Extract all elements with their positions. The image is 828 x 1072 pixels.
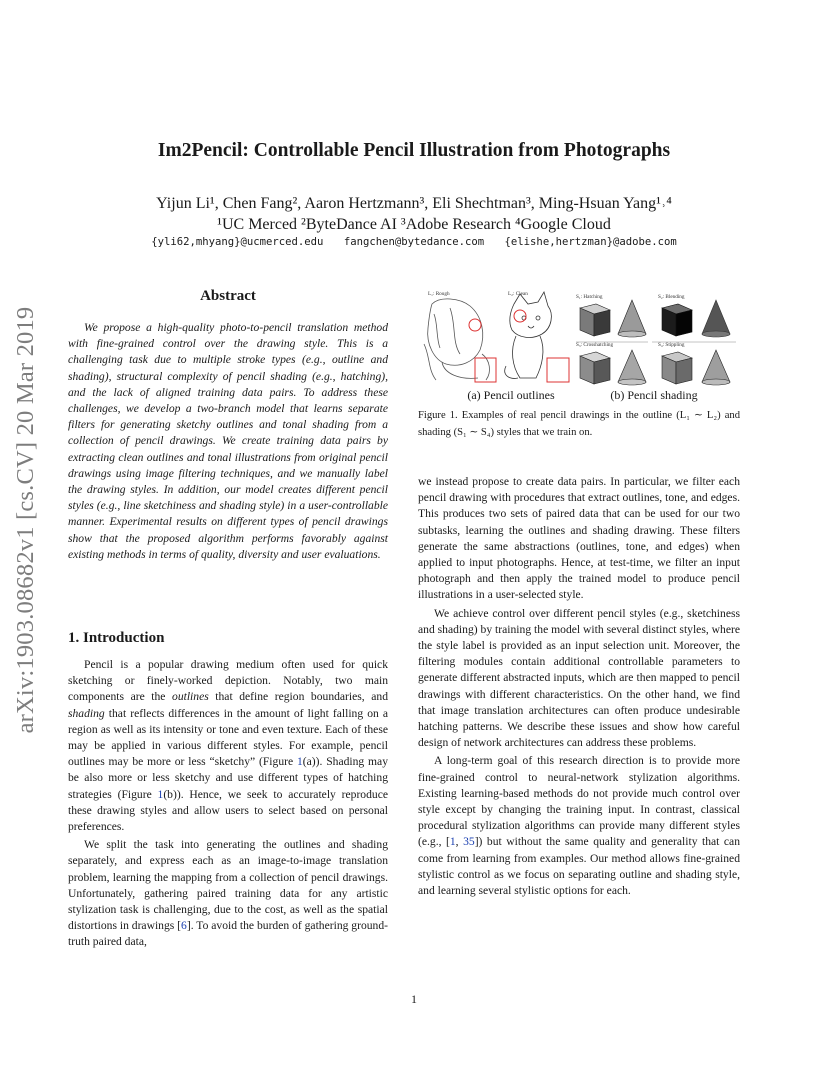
clean-outline-drawing <box>505 292 552 378</box>
rough-highlight-box <box>475 358 496 382</box>
hatching-cube <box>580 304 610 336</box>
citation-link[interactable]: 1 <box>449 835 456 849</box>
right-paragraph-1: we instead propose to create data pairs. In particular, we filter each pencil drawing with procedures that extract outlines, tone, and edges. This produces two sets of paired data that can be used for our two subtasks, learning the outlines and shading drawing. These filters generate the same abstractions (outlines, tone, and edges) when applied to input photographs. Hence, at test-time, we filter an input photograph and then apply the trained model to produce pencil illustrations in a user-selected style. <box>418 475 740 602</box>
blending-cone <box>702 300 730 337</box>
abstract-heading: Abstract <box>200 288 256 304</box>
email-adobe[interactable]: {elishe,hertzman}@adobe.com <box>504 236 677 248</box>
rough-highlight-circle <box>469 319 481 331</box>
figure-subcaption-b: (b) Pencil shading <box>610 388 698 402</box>
figure-1-caption: Figure 1. Examples of real pencil drawings in the outline (L₁ ∼ L₂) and shading (S₁ ∼ S₄) styles that we train on. <box>418 410 740 438</box>
figure-label-l2: L₂: Clean <box>508 291 528 297</box>
email-bytedance[interactable]: fangchen@bytedance.com <box>343 236 485 248</box>
figure-1-image <box>420 284 740 388</box>
right-column <box>418 474 740 899</box>
figure-subcaption-a: (a) Pencil outlines <box>467 388 555 402</box>
hatching-cone <box>618 300 646 337</box>
citation-link[interactable]: 35 <box>463 835 475 849</box>
right-paragraph-2: We achieve control over different pencil styles (e.g., sketchiness and shading) by training the model with several distinct styles, where the style label is provided as an input selection unit. Moreover, the filtering modules contain additional controllable parameters to generate different abstracted inputs, which are then mapped to pencil drawings with different characteristics. On the other hand, we find that image translation architectures can often produce undesirable hatching patterns. We describe these issues and show how careful design of network architectures can address these problems. <box>418 606 740 750</box>
figure-ref-link[interactable]: 1 <box>157 787 164 801</box>
figure-ref-link[interactable]: 1 <box>296 755 303 769</box>
abstract-text: We propose a high-quality photo-to-pencil translation method with fine-grained control over the drawing style. This is a challenging task due to multiple stroke types (e.g., outline and shading), structural complexity of pencil shading (e.g., hatching), and the lack of aligned training data pairs. To address these challenges, we develop a two-branch model that learns separate filters for generating sketchy outlines and tonal shading from a collection of pencil drawings. We create training data pairs by extracting clean outlines and tonal illustrations from original pencil drawings using image filtering techniques, and we manually label the drawing styles. In addition, our model creates different pencil styles (e.g., line sketchiness and shading style) in a user-controllable manner. Experimental results on different types of pencil drawings show that the proposed algorithm performs favorably against existing methods in terms of quality, diversity and user evaluations. <box>68 321 388 561</box>
intro-heading: 1. Introduction <box>68 630 165 646</box>
figure-label-s2: S₂: Blending <box>658 294 685 300</box>
stippling-cube <box>662 352 692 384</box>
figure-label-l1: L₁: Rough <box>428 291 450 297</box>
citation-link[interactable]: 6 <box>181 919 187 933</box>
email-ucmerced[interactable]: {yli62,mhyang}@ucmerced.edu <box>151 236 324 248</box>
crosshatching-cube <box>580 352 610 384</box>
intro-paragraph-2: We split the task into generating the outlines and shading separately, and express each as an image-to-image translation problem, learning the mapping from a collection of pencil drawings. Unfortunately, gathering paired training data for any artistic stylization task is challenging, due to the cost, as well as the spatial distortions in drawings [6]. To avoid the burden of gathering ground-truth paired data, <box>68 838 389 949</box>
blending-cube <box>662 304 692 336</box>
rough-outline-drawing <box>424 299 489 380</box>
page-number: 1 <box>411 992 417 1006</box>
arxiv-identifier: arXiv:1903.08682v1 [cs.CV] 20 Mar 2019 <box>12 306 39 734</box>
intro-paragraph-1: Pencil is a popular drawing medium often used for quick sketching or finely-worked depiction. Notably, two main components are the outlines that define region boundaries, and shading that reflects differences in the amount of light falling on a region as well as its intensity or tone and even texture. Each of these may be applied in various different styles. For example, pencil outlines may be more or less “sketchy” (Figure 1(a)). Shading may be also more or less sketchy and use different types of hatching strategies (Figure 1(b)). Hence, we seek to accurately reproduce these drawing styles and allow users to select based on personal preferences. <box>68 658 388 834</box>
author-block <box>0 193 828 235</box>
figure-label-s4: S₄: Stippling <box>658 342 685 348</box>
figure-label-s1: S₁: Hatching <box>576 294 603 300</box>
figure-label-s3: S₃: Crosshatching <box>576 342 614 348</box>
author-names: Yijun Li¹, Chen Fang², Aaron Hertzmann³, Eli Shechtman³, Ming-Hsuan Yang¹˒⁴ <box>156 195 672 212</box>
arxiv-sidebar <box>2 280 50 760</box>
intro-left-column <box>68 657 388 951</box>
author-affiliations: ¹UC Merced ²ByteDance AI ³Adobe Research ⁴Google Cloud <box>217 216 611 233</box>
author-emails <box>0 236 828 248</box>
stippling-cone <box>702 350 730 385</box>
paper-title: Im2Pencil: Controllable Pencil Illustration from Photographs <box>157 140 671 161</box>
clean-highlight-box <box>547 358 569 382</box>
right-paragraph-3: A long-term goal of this research direction is to provide more fine-grained control to neural-network stylization algorithms. Existing learning-based methods do not provide much control over style except by changing the training input. In contrast, classical procedural stylization algorithms can provide many different styles (e.g., [1, 35]) but without the same quality and generality that can come from learning from examples. Our method allows fine-grained stylistic control as we focus on separating outline and shading style, and learning several stylistic options for each. <box>418 754 740 898</box>
crosshatching-cone <box>618 350 646 385</box>
